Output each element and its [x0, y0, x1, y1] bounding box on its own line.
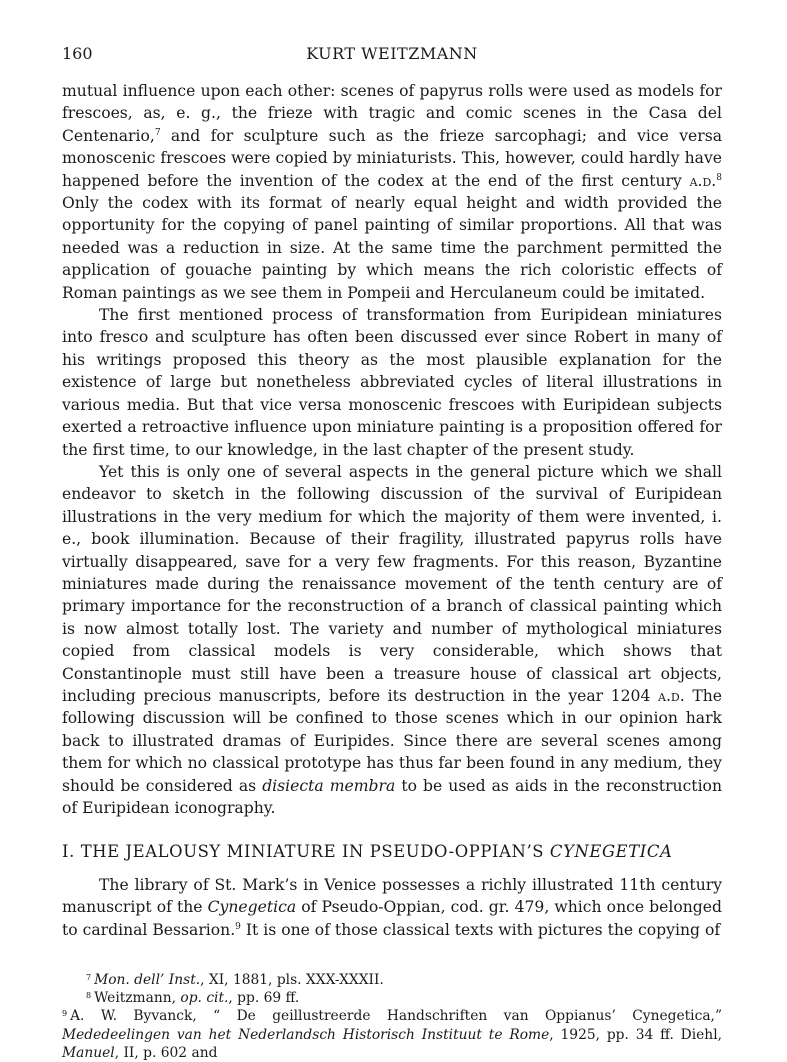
- intro-paragraphs: [62, 80, 722, 819]
- era-abbreviation: a.d.: [689, 171, 717, 190]
- section-heading: [62, 841, 722, 863]
- footnote-italic-text: Mon. dell’ Inst.: [94, 972, 201, 989]
- paragraph-text: The library of St. Mark’s in Venice possesses a richly illustrated 11th century manuscript of the: [62, 875, 722, 917]
- page-header: [62, 44, 722, 66]
- footnote-text: , 1925, pp. 34 ff. Diehl,: [549, 1026, 722, 1043]
- footnote: [62, 971, 722, 989]
- paragraph-italic-text: Cynegetica: [207, 898, 297, 917]
- footnote-text: A. W. Byvanck, “ De geillustreerde Handschriften van Oppianus’ Cynegetica,”: [70, 1008, 722, 1025]
- footnote: [62, 1007, 722, 1062]
- paragraph: [62, 80, 722, 304]
- paragraph-text: Only the codex with its format of nearly equal height and width provided the opportunity for the copying of panel painting of similar proportions. All that was needed was a reduction in size. At the same time the parchment permitted the application of gouache painting by which means the rich coloristic effects of Roman paintings as we see them in Pompeii and Herculaneum could be imitated.: [62, 194, 722, 302]
- footnote-reference: 7: [154, 127, 161, 138]
- section-paragraphs: [62, 874, 722, 941]
- footnote-text: , XI, 1881, pls. XXX-XXXII.: [200, 972, 384, 989]
- paragraph: [62, 304, 722, 461]
- footnote-italic-text: op. cit.: [180, 990, 229, 1007]
- footnote-number: 8: [86, 991, 92, 1001]
- footnote-text: , II, p. 602 and: [114, 1044, 218, 1061]
- paragraph-text: of Pseudo-Oppian, cod. gr. 479, which once belonged to cardinal Bessarion.: [62, 898, 722, 939]
- paragraph-text: and for sculpture such as the frieze sarcophagi; and vice versa monoscenic frescoes were copied by miniaturists. This, however, could hardly have happened before the invention of the codex at the end of the first century: [62, 126, 722, 190]
- paragraph: [62, 461, 722, 820]
- footnote-text: Weitzmann,: [94, 990, 181, 1007]
- paragraph-text: Yet this is only one of several aspects in the general picture which we shall endeavor to sketch in the following discussion of the survival of Euripidean illustrations in the very medium for which the majority of them were invented, i. e., book illumination. Because of their fragility, illustrated papyrus rolls have virtually disappeared, save for a very few fragments. For this reason, Byzantine miniatures made during the renaissance movement of the tenth century are of primary importance for the reconstruction of a branch of classical painting which is now almost totally lost. The variety and number of mythological miniatures copied from classical models is very considerable, which shows that Constantinople must still have been a treasure house of classical art objects, including precious manuscripts, before its destruction in the year 1204: [62, 462, 722, 705]
- paragraph: [62, 874, 722, 941]
- paragraph-italic-text: disiecta membra: [262, 776, 396, 795]
- era-abbreviation: a.d.: [658, 686, 685, 705]
- body-text: [62, 80, 722, 941]
- footnote-reference: 8: [716, 172, 722, 183]
- footnotes: [62, 971, 722, 1062]
- paragraph-text: to be used as aids in the reconstruction of Euripidean iconography.: [62, 776, 722, 817]
- footnote-italic-text: Manuel: [62, 1044, 115, 1061]
- paragraph-text: The following discussion will be confined to those scenes which in our opinion hark back to illustrated dramas of Euripides. Since there are several scenes among them for which no classical prototype has thus far been found in any medium, they should be considered as: [62, 686, 722, 795]
- paragraph-text: It is one of those classical texts with pictures the copying of: [240, 920, 721, 939]
- section-heading-italic: CYNEGETICA: [549, 842, 673, 862]
- section-heading-text: I. THE JEALOUSY MINIATURE IN PSEUDO-OPPIAN’S: [62, 842, 550, 862]
- footnote: [62, 989, 722, 1007]
- running-head: KURT WEITZMANN: [306, 44, 478, 63]
- paragraph-text: mutual influence upon each other: scenes of papyrus rolls were used as models for frescoes, as, e. g., the frieze with tragic and comic scenes in the Casa del Centenario,: [62, 82, 722, 145]
- footnote-number: 9: [62, 1009, 68, 1019]
- paragraph-text: The first mentioned process of transformation from Euripidean miniatures into fresco and sculpture has often been discussed ever since Robert in many of his writings proposed this theory as the most plausible explanation for the existence of large but nonetheless abbreviated cycles of literal illustrations in various media. But that vice versa monoscenic frescoes with Euripidean subjects exerted a retroactive influence upon miniature painting is a proposition offered for the first time, to our knowledge, in the last chapter of the present study.: [62, 306, 722, 459]
- footnote-number: 7: [86, 973, 92, 983]
- footnote-text: , pp. 69 ff.: [228, 990, 300, 1007]
- page-number: 160: [62, 44, 93, 63]
- footnote-reference: 9: [235, 921, 241, 932]
- footnote-italic-text: Mededeelingen van het Nederlandsch Historisch Instituut te Rome: [62, 1026, 550, 1043]
- page: [62, 44, 722, 1062]
